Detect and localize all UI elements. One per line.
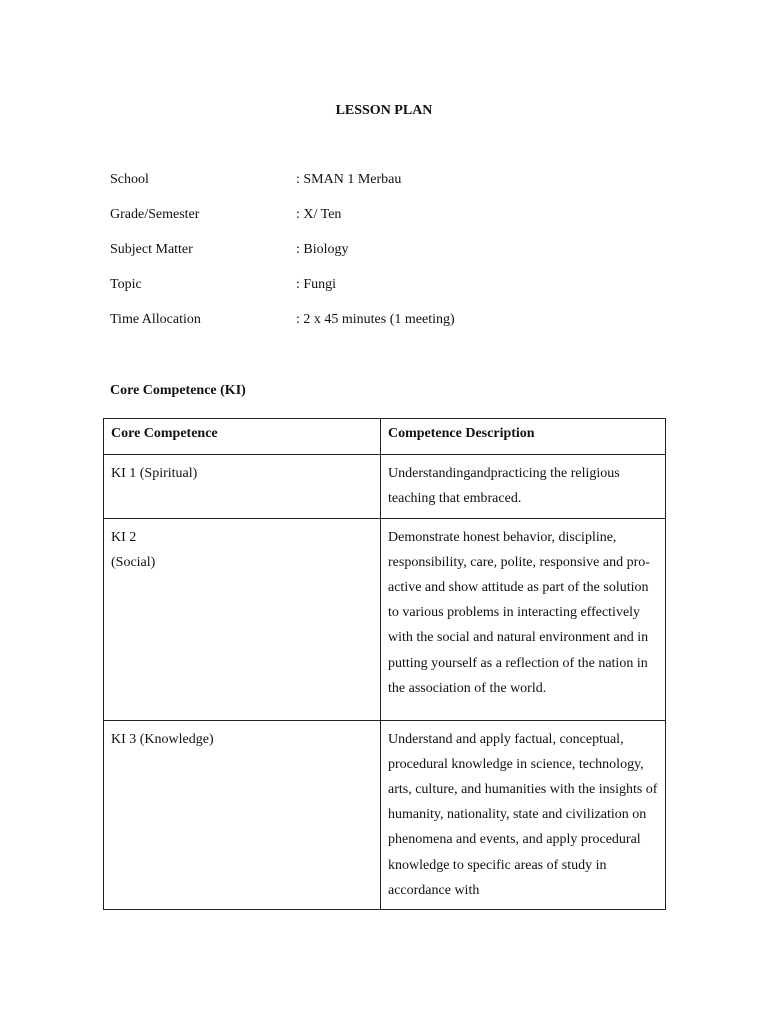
info-label: Topic <box>110 277 142 292</box>
table-row <box>104 518 666 720</box>
competence-cell <box>104 455 381 518</box>
info-row-school <box>110 172 670 207</box>
competence-label: KI 1 (Spiritual) <box>111 466 198 482</box>
competence-sublabel: (Social) <box>111 554 156 570</box>
column-header-competence-description: Competence Description <box>381 419 666 455</box>
description-cell: Understandingandpracticing the religious teaching that embraced. <box>381 455 666 518</box>
info-label: Grade/Semester <box>110 207 200 222</box>
table-header-row <box>104 419 666 455</box>
page-title: LESSON PLAN <box>335 103 433 118</box>
info-value: : SMAN 1 Merbau <box>296 172 402 187</box>
info-row-topic <box>110 277 670 312</box>
table-row <box>104 720 666 909</box>
column-header-core-competence: Core Competence <box>104 419 381 455</box>
core-competence-table <box>103 418 666 910</box>
info-label: Subject Matter <box>110 242 193 257</box>
table-row <box>104 455 666 518</box>
info-row-time-allocation <box>110 312 670 347</box>
info-label: Time Allocation <box>110 312 201 327</box>
info-row-subject-matter <box>110 242 670 277</box>
info-value: : Fungi <box>296 277 337 292</box>
info-value: : Biology <box>296 242 349 257</box>
info-block <box>110 172 670 347</box>
description-cell: Understand and apply factual, conceptual, procedural knowledge in science, technology, arts, culture, and humanities with the insights of humanity, nationality, state and civilization on phenomena and events, and apply procedural knowledge to specific areas of study in accordance with <box>381 720 666 909</box>
competence-label: KI 3 (Knowledge) <box>111 731 214 747</box>
info-label: School <box>110 172 149 187</box>
competence-cell <box>104 518 381 720</box>
info-value: : X/ Ten <box>296 207 342 222</box>
info-value: : 2 x 45 minutes (1 meeting) <box>296 312 455 327</box>
info-row-grade-semester <box>110 207 670 242</box>
description-cell: Demonstrate honest behavior, discipline, responsibility, care, polite, responsive and pro-active and show attitude as part of the solution to various problems in interacting effectively with the social and natural environment and in putting yourself as a reflection of the nation in the association of the world. <box>381 518 666 720</box>
competence-cell <box>104 720 381 909</box>
competence-label: KI 2 <box>111 529 137 545</box>
core-competence-heading: Core Competence (KI) <box>110 383 246 398</box>
